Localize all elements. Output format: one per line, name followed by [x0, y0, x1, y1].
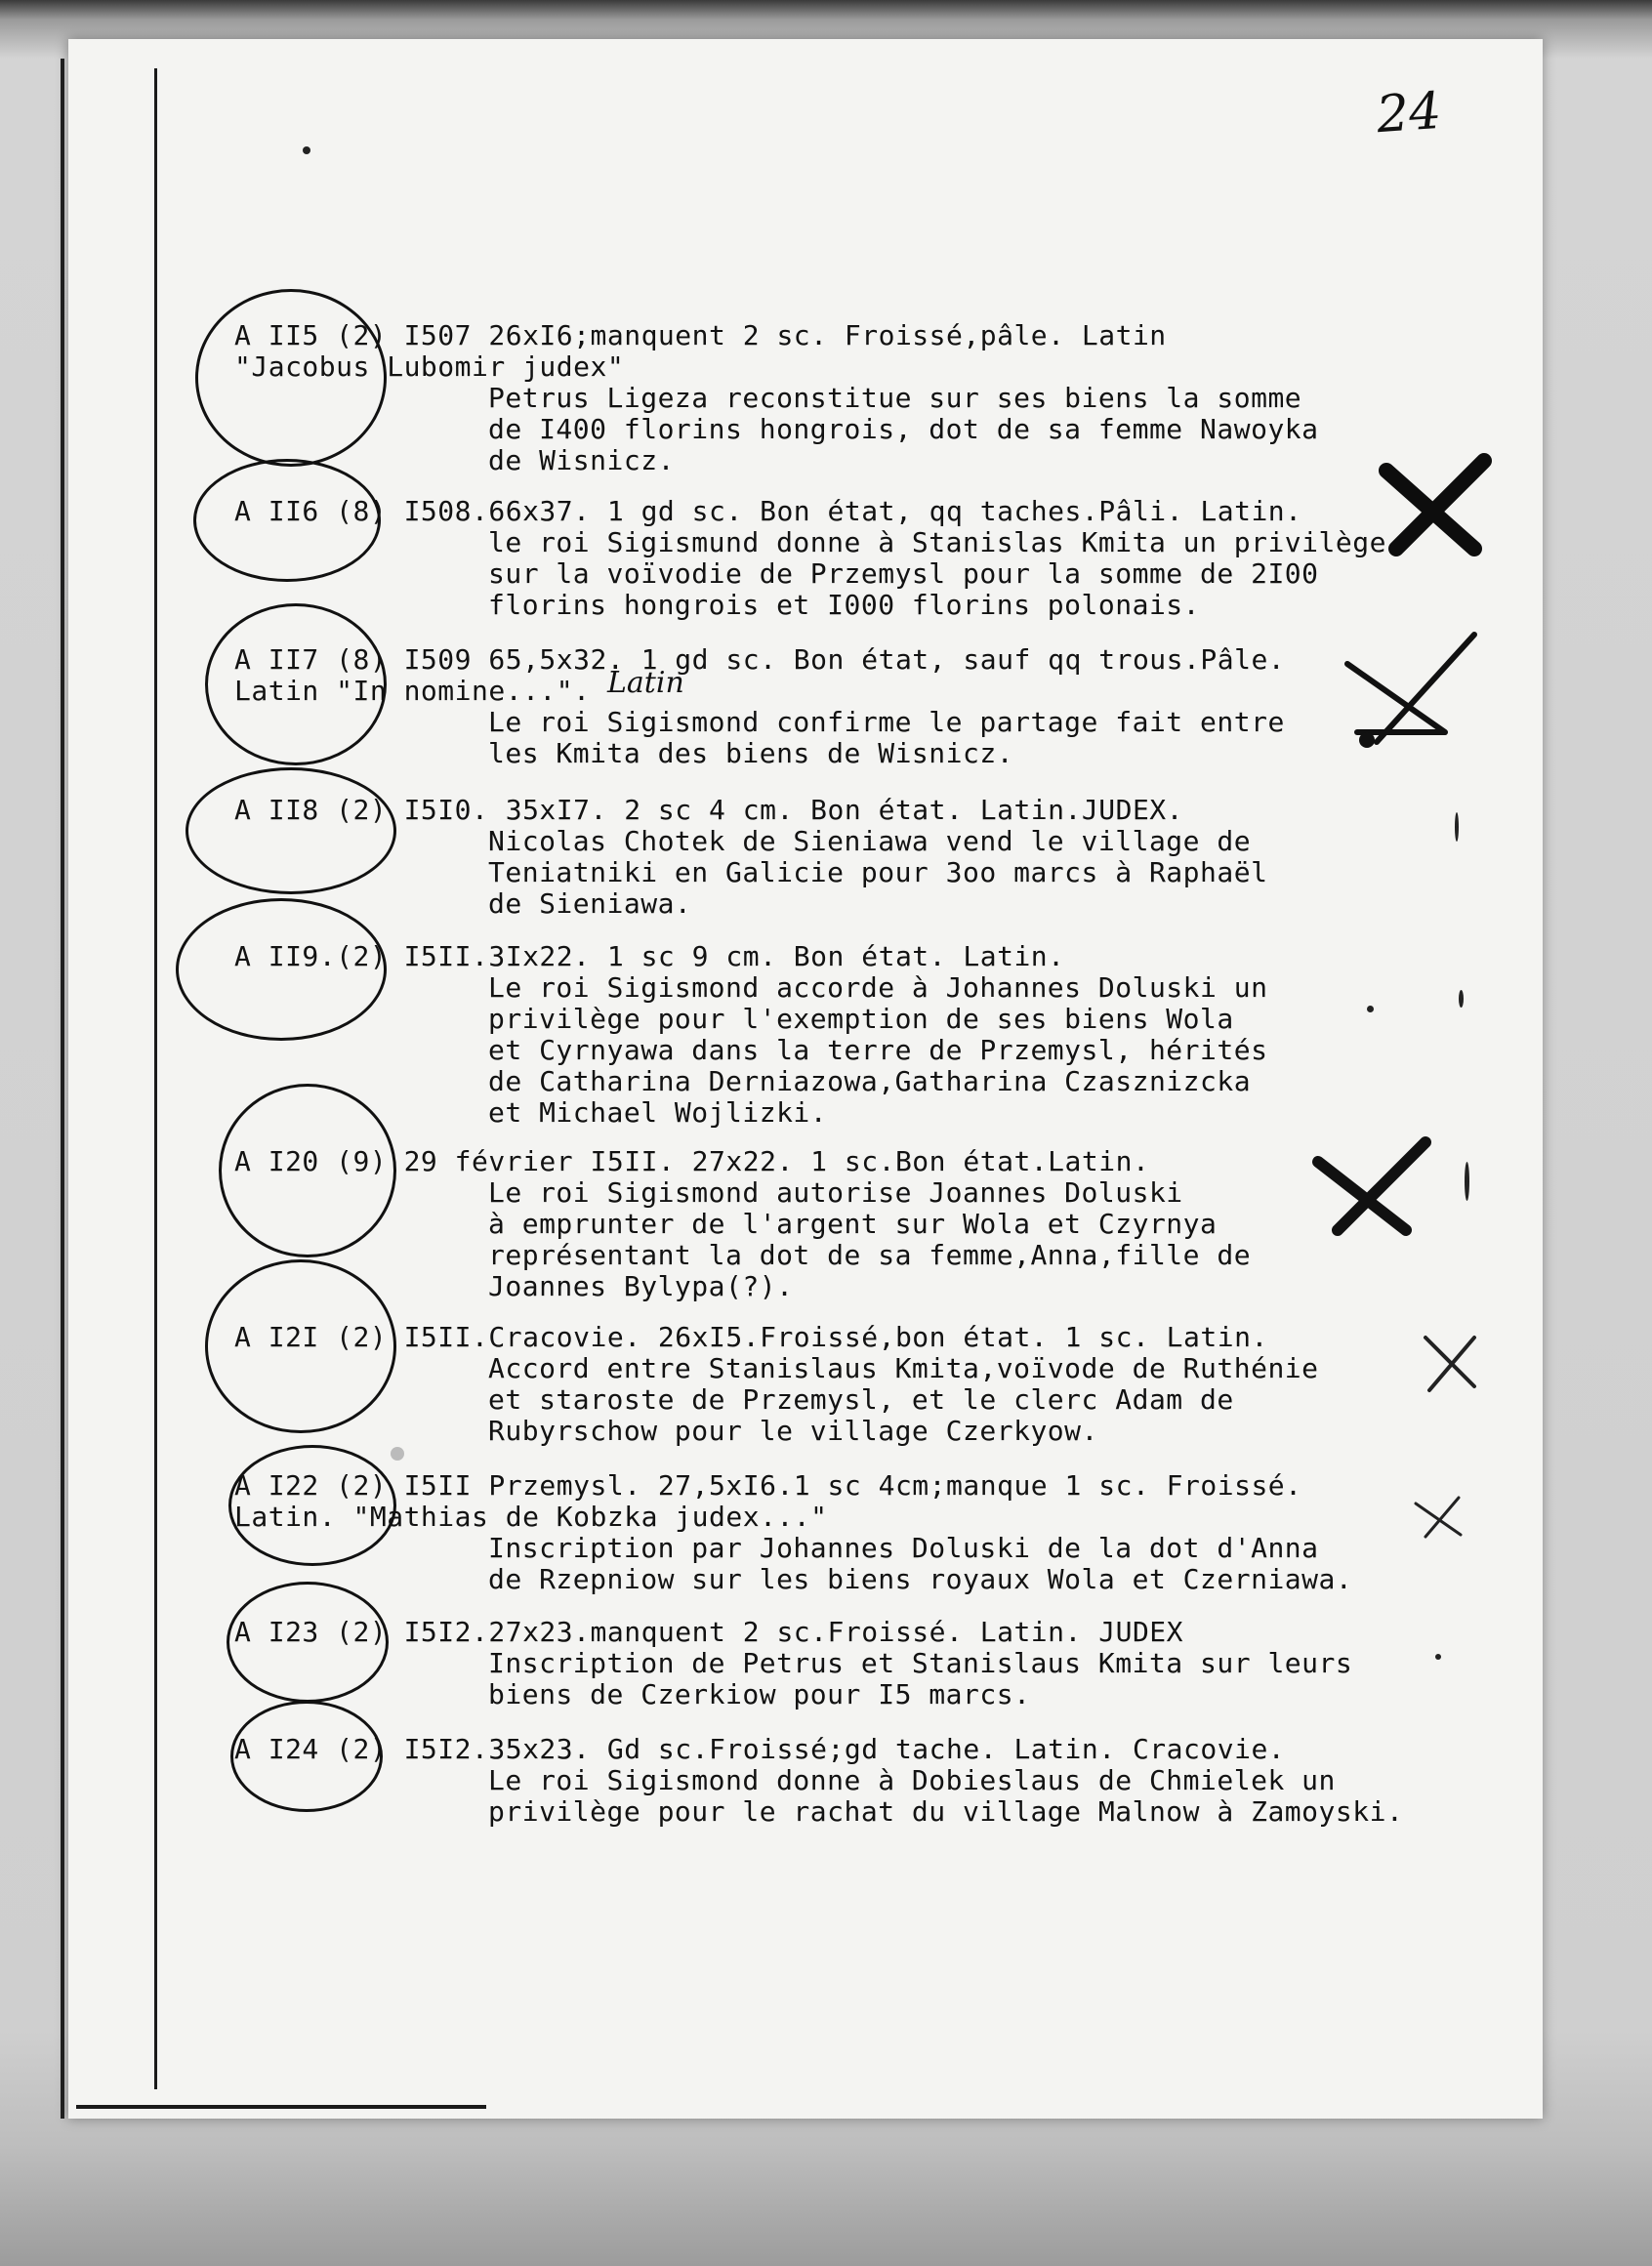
entry-line: Inscription de Petrus et Stanislaus Kmita sur leurs — [488, 1647, 1353, 1679]
entry-line: Petrus Ligeza reconstitue sur ses biens la somme — [488, 382, 1302, 414]
ink-circle-mark — [193, 459, 381, 582]
cross-mark-icon — [1308, 1133, 1435, 1240]
entry-heading: A II8 (2) I5I0. 35xI7. 2 sc 4 cm. Bon état. Latin.JUDEX. — [234, 794, 1184, 826]
cross-mark-icon — [1416, 1328, 1494, 1396]
entry-line: de I400 florins hongrois, dot de sa femme Nawoyka — [488, 413, 1319, 445]
entry-line: Le roi Sigismond donne à Dobieslaus de Chmielek un — [488, 1764, 1336, 1796]
ink-circle-mark — [186, 767, 396, 894]
entry-line: et staroste de Przemysl, et le clerc Adam de — [488, 1383, 1234, 1416]
entry-line: Joannes Bylypa(?). — [488, 1270, 794, 1302]
entry-heading: A II5 (2) I507 26xI6;manquent 2 sc. Froissé,pâle. Latin — [234, 319, 1167, 351]
entry-line: de Catharina Derniazowa,Gatharina Czasznizcka — [488, 1065, 1252, 1097]
entry-line: "Jacobus Lubomir judex" — [234, 350, 625, 383]
scan-speck — [1459, 990, 1464, 1008]
entry-heading: A I20 (9) 29 février I5II. 27x22. 1 sc.Bon état.Latin. — [234, 1145, 1150, 1177]
entry-line: florins hongrois et I000 florins polonais. — [488, 589, 1201, 621]
ink-circle-mark — [230, 1701, 383, 1812]
bottom-rule — [76, 2105, 486, 2109]
ink-circle-mark — [195, 289, 387, 467]
ink-circle-mark — [219, 1084, 396, 1257]
entry-line: Rubyrschow pour le village Czerkyow. — [488, 1415, 1098, 1447]
entry-heading: A II9.(2) I5II.3Ix22. 1 sc 9 cm. Bon état. Latin. — [234, 940, 1065, 972]
entry-line: Nicolas Chotek de Sieniawa vend le village de — [488, 825, 1252, 857]
entry-line: de Sieniawa. — [488, 887, 692, 920]
entry-heading: A I2I (2) I5II.Cracovie. 26xI5.Froissé,bon état. 1 sc. Latin. — [234, 1321, 1268, 1353]
entry-line: Inscription par Johannes Doluski de la dot d'Anna — [488, 1532, 1319, 1564]
entry-line: le roi Sigismund donne à Stanislas Kmita un privilège — [488, 526, 1386, 558]
cross-mark-icon — [1377, 451, 1494, 558]
page-number: 24 — [1374, 81, 1444, 145]
entry-line: privilège pour l'exemption de ses biens Wola — [488, 1003, 1234, 1035]
scan-speck — [1435, 1654, 1441, 1660]
entry-line: Latin. "Mathias de Kobzka judex..." — [234, 1501, 828, 1533]
entry-line: Le roi Sigismond autorise Joannes Doluski — [488, 1176, 1183, 1209]
entry-heading: A I23 (2) I5I2.27x23.manquent 2 sc.Froissé. Latin. JUDEX — [234, 1616, 1184, 1648]
scan-speck — [391, 1447, 404, 1461]
scan-speck — [1367, 1006, 1374, 1012]
entry-line: de Rzepniow sur les biens royaux Wola et Czerniawa. — [488, 1563, 1353, 1595]
film-edge — [61, 59, 64, 2119]
entry-line: privilège pour le rachat du village Malnow à Zamoyski. — [488, 1795, 1404, 1828]
scan-speck — [1465, 1162, 1469, 1201]
entry-line: Teniatniki en Galicie pour 3oo marcs à Raphaël — [488, 856, 1268, 888]
ink-circle-mark — [228, 1445, 396, 1566]
entry-line: de Wisnicz. — [488, 444, 675, 476]
entry-line: à emprunter de l'argent sur Wola et Czyrnya — [488, 1208, 1218, 1240]
handwritten-annotation: Latin — [607, 666, 684, 700]
scan-speck — [303, 146, 310, 154]
ink-circle-mark — [227, 1582, 389, 1703]
ink-circle-mark — [205, 603, 387, 765]
entry-heading: A I24 (2) I5I2.35x23. Gd sc.Froissé;gd tache. Latin. Cracovie. — [234, 1733, 1286, 1765]
scan-speck — [1455, 812, 1459, 842]
entry-line: Le roi Sigismond accorde à Johannes Doluski un — [488, 971, 1268, 1004]
entry-line: et Cyrnyawa dans la terre de Przemysl, hérités — [488, 1034, 1268, 1066]
entry-line: biens de Czerkiow pour I5 marcs. — [488, 1678, 1031, 1710]
entry-line: les Kmita des biens de Wisnicz. — [488, 737, 1014, 769]
entry-heading: A II7 (8) I509 65,5x32. 1 gd sc. Bon état, sauf qq trous.Pâle. — [234, 643, 1286, 676]
entry-line: représentant la dot de sa femme,Anna,fille de — [488, 1239, 1252, 1271]
entry-line: Le roi Sigismond confirme le partage fait entre — [488, 706, 1285, 738]
cross-mark-icon — [1338, 625, 1494, 752]
entry-heading: A II6 (8) I508.66x37. 1 gd sc. Bon état, qq taches.Pâli. Latin. — [234, 495, 1302, 527]
ink-circle-mark — [176, 898, 387, 1041]
entry-line: Latin "In nomine...". — [234, 675, 591, 707]
entry-line: et Michael Wojlizki. — [488, 1096, 828, 1129]
cross-mark-icon — [1406, 1488, 1474, 1546]
entry-line: Accord entre Stanislaus Kmita,voïvode de Ruthénie — [488, 1352, 1319, 1384]
ink-circle-mark — [205, 1259, 396, 1433]
entry-line: sur la voïvodie de Przemysl pour la somme de 2I00 — [488, 557, 1319, 590]
margin-rule — [154, 68, 157, 2089]
entry-heading: A I22 (2) I5II Przemysl. 27,5xI6.1 sc 4cm;manque 1 sc. Froissé. — [234, 1469, 1302, 1502]
